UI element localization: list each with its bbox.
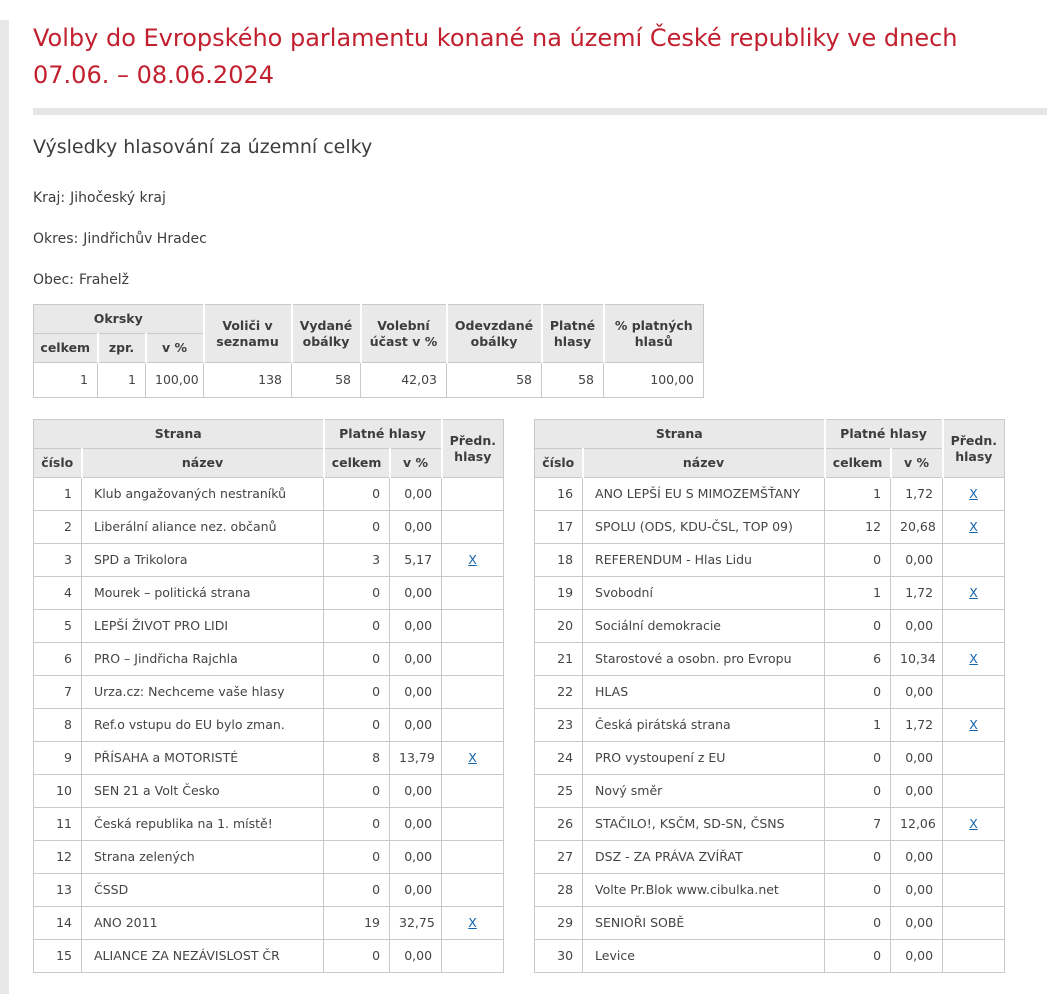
page-title: Volby do Evropského parlamentu konané na území České republiky ve dnech 07.06. – 08.06.2024: [33, 24, 958, 89]
party-votes-cell: 0: [324, 610, 390, 643]
party-pct-cell: 1,72: [891, 478, 943, 511]
party-name-cell: SENIOŘI SOBĚ: [583, 907, 825, 940]
pref-votes-cell: [943, 610, 1005, 643]
header-cislo: číslo: [535, 449, 583, 478]
party-row: [34, 907, 504, 940]
party-votes-cell: 1: [825, 478, 891, 511]
party-votes-cell: 0: [825, 940, 891, 973]
pref-votes-link[interactable]: X: [969, 816, 978, 831]
party-pct-cell: 20,68: [891, 511, 943, 544]
party-pct-cell: 0,00: [891, 775, 943, 808]
party-row: [535, 742, 1005, 775]
party-votes-cell: 0: [825, 544, 891, 577]
pref-votes-cell: [442, 742, 504, 775]
party-number-cell: 22: [535, 676, 583, 709]
party-name-cell: ANO LEPŠÍ EU S MIMOZEMŠŤANY: [583, 478, 825, 511]
header-volici-v-seznamu: Voliči v seznamu: [204, 305, 292, 363]
party-name-cell: SPOLU (ODS, KDU-ČSL, TOP 09): [583, 511, 825, 544]
party-name-cell: PŘÍSAHA a MOTORISTÉ: [82, 742, 324, 775]
value-platne-hlasy: 58: [542, 363, 604, 398]
section-title: Výsledky hlasování za územní celky: [33, 136, 373, 158]
region-kraj: [33, 190, 1047, 206]
page-content: [33, 20, 1047, 993]
party-votes-cell: 0: [324, 841, 390, 874]
party-row: [535, 874, 1005, 907]
party-votes-cell: 8: [324, 742, 390, 775]
party-name-cell: Levice: [583, 940, 825, 973]
party-name-cell: ALIANCE ZA NEZÁVISLOST ČR: [82, 940, 324, 973]
party-pct-cell: 0,00: [891, 841, 943, 874]
pref-votes-cell: [442, 577, 504, 610]
pref-votes-link[interactable]: X: [969, 519, 978, 534]
summary-values-row: [34, 363, 704, 398]
header-v-pct: v %: [390, 449, 442, 478]
party-pct-cell: 13,79: [390, 742, 442, 775]
party-row: [535, 643, 1005, 676]
party-name-cell: Starostové a osobn. pro Evropu: [583, 643, 825, 676]
party-row: [535, 940, 1005, 973]
party-votes-cell: 0: [324, 808, 390, 841]
party-pct-cell: 0,00: [390, 676, 442, 709]
header-okrsky: Okrsky: [34, 305, 204, 334]
party-row: [535, 478, 1005, 511]
party-pct-cell: 0,00: [891, 610, 943, 643]
header-cislo: číslo: [34, 449, 82, 478]
header-celkem: celkem: [324, 449, 390, 478]
title-divider: [33, 108, 1047, 115]
party-row: [535, 544, 1005, 577]
pref-votes-cell: [943, 742, 1005, 775]
header-v-pct: v %: [891, 449, 943, 478]
value-vydane-obalky: 58: [292, 363, 361, 398]
party-name-cell: Strana zelených: [82, 841, 324, 874]
party-row: [535, 808, 1005, 841]
party-row: [34, 775, 504, 808]
pref-votes-cell: [943, 478, 1005, 511]
party-pct-cell: 0,00: [891, 676, 943, 709]
header-platne-hlasy-group: Platné hlasy: [324, 420, 442, 449]
party-name-cell: REFERENDUM - Hlas Lidu: [583, 544, 825, 577]
party-row: [34, 478, 504, 511]
party-number-cell: 1: [34, 478, 82, 511]
party-pct-cell: 0,00: [390, 511, 442, 544]
pref-votes-cell: [442, 940, 504, 973]
party-name-cell: ČSSD: [82, 874, 324, 907]
party-number-cell: 15: [34, 940, 82, 973]
party-name-cell: Sociální demokracie: [583, 610, 825, 643]
header-okrsky-v-pct: v %: [146, 334, 204, 363]
party-pct-cell: 0,00: [390, 808, 442, 841]
header-odevzdane-obalky: Odevzdané obálky: [447, 305, 542, 363]
party-votes-cell: 0: [324, 874, 390, 907]
header-nazev: název: [82, 449, 324, 478]
header-platne-hlasy-group: Platné hlasy: [825, 420, 943, 449]
party-row: [34, 874, 504, 907]
party-row: [34, 643, 504, 676]
party-votes-cell: 0: [825, 676, 891, 709]
pref-votes-cell: [442, 478, 504, 511]
header-strana: Strana: [535, 420, 825, 449]
pref-votes-cell: [442, 775, 504, 808]
pref-votes-cell: [943, 874, 1005, 907]
party-pct-cell: 0,00: [891, 544, 943, 577]
party-row: [34, 709, 504, 742]
party-name-cell: ANO 2011: [82, 907, 324, 940]
party-votes-cell: 0: [324, 478, 390, 511]
party-votes-cell: 0: [324, 709, 390, 742]
party-row: [34, 742, 504, 775]
region-okres-label: Okres:: [33, 231, 79, 247]
pref-votes-cell: [943, 676, 1005, 709]
party-pct-cell: 10,34: [891, 643, 943, 676]
pref-votes-cell: [943, 544, 1005, 577]
region-obec-label: Obec:: [33, 272, 74, 288]
party-number-cell: 23: [535, 709, 583, 742]
header-volebni-ucast: Volební účast v %: [361, 305, 447, 363]
summary-table: [33, 304, 704, 398]
party-votes-cell: 3: [324, 544, 390, 577]
party-name-cell: LEPŠÍ ŽIVOT PRO LIDI: [82, 610, 324, 643]
party-number-cell: 26: [535, 808, 583, 841]
pref-votes-cell: [442, 808, 504, 841]
header-predn-hlasy: Předn. hlasy: [442, 420, 504, 478]
party-pct-cell: 0,00: [390, 940, 442, 973]
party-row: [34, 544, 504, 577]
pref-votes-cell: [442, 841, 504, 874]
pref-votes-cell: [442, 643, 504, 676]
party-pct-cell: 0,00: [390, 478, 442, 511]
party-pct-cell: 0,00: [390, 577, 442, 610]
value-odevzdane-obalky: 58: [447, 363, 542, 398]
party-number-cell: 12: [34, 841, 82, 874]
party-tables: [33, 403, 1047, 973]
header-strana: Strana: [34, 420, 324, 449]
party-votes-cell: 1: [825, 709, 891, 742]
header-celkem: celkem: [825, 449, 891, 478]
page-left-strip: [0, 20, 9, 994]
party-votes-cell: 1: [825, 577, 891, 610]
party-votes-cell: 7: [825, 808, 891, 841]
party-votes-cell: 0: [324, 643, 390, 676]
pref-votes-cell: [943, 808, 1005, 841]
party-pct-cell: 0,00: [390, 874, 442, 907]
pref-votes-link[interactable]: X: [969, 585, 978, 600]
value-okrsky-celkem: 1: [34, 363, 98, 398]
party-number-cell: 30: [535, 940, 583, 973]
party-row: [535, 577, 1005, 610]
party-row: [535, 775, 1005, 808]
header-okrsky-zpr: zpr.: [98, 334, 146, 363]
party-pct-cell: 0,00: [390, 610, 442, 643]
party-number-cell: 7: [34, 676, 82, 709]
party-pct-cell: 12,06: [891, 808, 943, 841]
party-votes-cell: 0: [324, 775, 390, 808]
party-number-cell: 29: [535, 907, 583, 940]
pref-votes-cell: [442, 610, 504, 643]
party-votes-cell: 19: [324, 907, 390, 940]
party-name-cell: Urza.cz: Nechceme vaše hlasy: [82, 676, 324, 709]
party-votes-cell: 0: [324, 940, 390, 973]
party-name-cell: Česká republika na 1. místě!: [82, 808, 324, 841]
party-name-cell: Ref.o vstupu do EU bylo zman.: [82, 709, 324, 742]
party-number-cell: 28: [535, 874, 583, 907]
party-pct-cell: 5,17: [390, 544, 442, 577]
region-okres-value: Jindřichův Hradec: [83, 231, 207, 247]
party-name-cell: SEN 21 a Volt Česko: [82, 775, 324, 808]
party-row: [34, 511, 504, 544]
party-pct-cell: 0,00: [390, 775, 442, 808]
party-name-cell: Mourek – politická strana: [82, 577, 324, 610]
header-predn-hlasy: Předn. hlasy: [943, 420, 1005, 478]
party-table-left: [33, 419, 504, 973]
party-row: [34, 676, 504, 709]
region-okres: [33, 231, 1047, 247]
header-platne-hlasy: Platné hlasy: [542, 305, 604, 363]
party-row: [535, 676, 1005, 709]
pref-votes-cell: [943, 709, 1005, 742]
party-number-cell: 25: [535, 775, 583, 808]
party-votes-cell: 0: [825, 841, 891, 874]
party-number-cell: 27: [535, 841, 583, 874]
pref-votes-link[interactable]: X: [468, 750, 477, 765]
party-name-cell: Nový směr: [583, 775, 825, 808]
pref-votes-cell: [943, 577, 1005, 610]
party-votes-cell: 0: [825, 775, 891, 808]
party-number-cell: 21: [535, 643, 583, 676]
pref-votes-link[interactable]: X: [468, 915, 477, 930]
value-okrsky-v-pct: 100,00: [146, 363, 204, 398]
header-nazev: název: [583, 449, 825, 478]
party-number-cell: 24: [535, 742, 583, 775]
party-number-cell: 10: [34, 775, 82, 808]
region-kraj-value: Jihočeský kraj: [70, 190, 166, 206]
party-name-cell: Liberální aliance nez. občanů: [82, 511, 324, 544]
party-table-right: [534, 419, 1005, 973]
party-pct-cell: 32,75: [390, 907, 442, 940]
party-number-cell: 8: [34, 709, 82, 742]
party-number-cell: 3: [34, 544, 82, 577]
party-number-cell: 13: [34, 874, 82, 907]
party-pct-cell: 1,72: [891, 709, 943, 742]
pref-votes-cell: [442, 676, 504, 709]
value-volici-v-seznamu: 138: [204, 363, 292, 398]
party-row: [535, 709, 1005, 742]
party-pct-cell: 0,00: [891, 874, 943, 907]
pref-votes-cell: [943, 775, 1005, 808]
party-row: [535, 841, 1005, 874]
party-name-cell: Volte Pr.Blok www.cibulka.net: [583, 874, 825, 907]
pref-votes-link[interactable]: X: [468, 552, 477, 567]
party-number-cell: 6: [34, 643, 82, 676]
party-row: [535, 610, 1005, 643]
pref-votes-link[interactable]: X: [969, 651, 978, 666]
pref-votes-cell: [442, 544, 504, 577]
value-pct-platnych-hlasu: 100,00: [604, 363, 704, 398]
pref-votes-link[interactable]: X: [969, 486, 978, 501]
party-number-cell: 2: [34, 511, 82, 544]
party-number-cell: 19: [535, 577, 583, 610]
party-name-cell: Klub angažovaných nestraníků: [82, 478, 324, 511]
pref-votes-cell: [943, 940, 1005, 973]
party-name-cell: Česká pirátská strana: [583, 709, 825, 742]
party-number-cell: 20: [535, 610, 583, 643]
party-row: [34, 577, 504, 610]
pref-votes-cell: [943, 907, 1005, 940]
party-votes-cell: 0: [324, 511, 390, 544]
party-name-cell: PRO – Jindřicha Rajchla: [82, 643, 324, 676]
party-row: [535, 511, 1005, 544]
value-okrsky-zpr: 1: [98, 363, 146, 398]
party-number-cell: 4: [34, 577, 82, 610]
party-name-cell: STAČILO!, KSČM, SD-SN, ČSNS: [583, 808, 825, 841]
party-number-cell: 18: [535, 544, 583, 577]
party-votes-cell: 0: [324, 577, 390, 610]
party-row: [34, 940, 504, 973]
pref-votes-cell: [943, 643, 1005, 676]
header-vydane-obalky: Vydané obálky: [292, 305, 361, 363]
pref-votes-cell: [943, 841, 1005, 874]
party-pct-cell: 0,00: [891, 907, 943, 940]
party-name-cell: DSZ - ZA PRÁVA ZVÍŘAT: [583, 841, 825, 874]
party-number-cell: 16: [535, 478, 583, 511]
party-row: [535, 907, 1005, 940]
party-pct-cell: 0,00: [891, 742, 943, 775]
party-votes-cell: 0: [324, 676, 390, 709]
party-number-cell: 5: [34, 610, 82, 643]
party-pct-cell: 0,00: [390, 643, 442, 676]
party-pct-cell: 0,00: [390, 709, 442, 742]
value-volebni-ucast: 42,03: [361, 363, 447, 398]
party-row: [34, 610, 504, 643]
pref-votes-cell: [442, 709, 504, 742]
region-obec: [33, 272, 1047, 288]
pref-votes-cell: [943, 511, 1005, 544]
party-votes-cell: 0: [825, 610, 891, 643]
party-name-cell: PRO vystoupení z EU: [583, 742, 825, 775]
party-number-cell: 9: [34, 742, 82, 775]
party-pct-cell: 1,72: [891, 577, 943, 610]
pref-votes-link[interactable]: X: [969, 717, 978, 732]
header-pct-platnych-hlasu: % platných hlasů: [604, 305, 704, 363]
party-votes-cell: 0: [825, 874, 891, 907]
party-pct-cell: 0,00: [390, 841, 442, 874]
party-votes-cell: 0: [825, 907, 891, 940]
pref-votes-cell: [442, 511, 504, 544]
header-okrsky-celkem: celkem: [34, 334, 98, 363]
party-number-cell: 17: [535, 511, 583, 544]
pref-votes-cell: [442, 907, 504, 940]
party-name-cell: HLAS: [583, 676, 825, 709]
pref-votes-cell: [442, 874, 504, 907]
region-obec-value: Frahelž: [78, 272, 130, 288]
party-votes-cell: 0: [825, 742, 891, 775]
party-votes-cell: 6: [825, 643, 891, 676]
party-pct-cell: 0,00: [891, 940, 943, 973]
region-kraj-label: Kraj:: [33, 190, 66, 206]
party-row: [34, 808, 504, 841]
party-votes-cell: 12: [825, 511, 891, 544]
party-name-cell: SPD a Trikolora: [82, 544, 324, 577]
party-name-cell: Svobodní: [583, 577, 825, 610]
party-number-cell: 14: [34, 907, 82, 940]
party-row: [34, 841, 504, 874]
party-number-cell: 11: [34, 808, 82, 841]
